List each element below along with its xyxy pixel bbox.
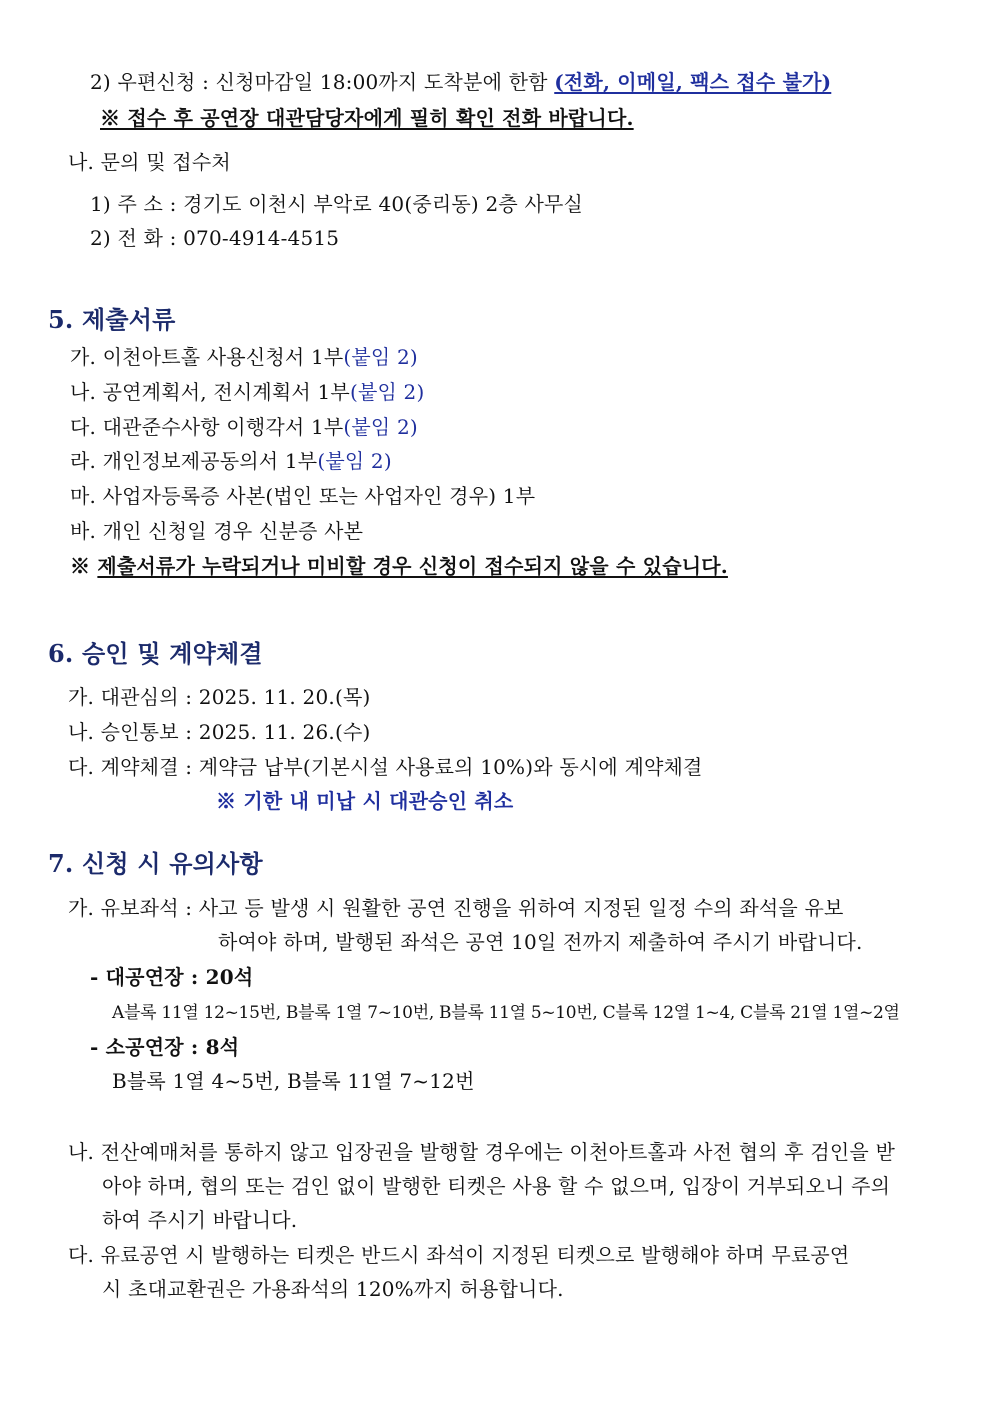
document-item [70,413,418,441]
contract-line: 다. 계약체결 : 계약금 납부(기본시설 사용료의 10%)와 동시에 계약체결 [68,755,703,779]
section7-title: 7. 신청 시 유의사항 [48,849,263,878]
document-item-text: 바. 개인 신청일 경우 신분증 사본 [70,519,364,543]
ticket-rule-line2: 아야 하며, 협의 또는 검인 없이 발행한 티켓은 사용 할 수 없으며, 입장이 거부되오니 주의 [102,1174,891,1198]
attachment-ref: (붙임 2) [343,345,418,369]
document-item [70,378,424,406]
approval-date-line: 나. 승인통보 : 2025. 11. 26.(수) [68,720,371,744]
paid-performance-line1: 다. 유료공연 시 발행하는 티켓은 반드시 좌석이 지정된 티켓으로 발행해야 하며 무료공연 [68,1243,850,1267]
postal-restriction-note: (전화, 이메일, 팩스 접수 불가) [554,70,832,94]
document-item-text: 가. 이천아트홀 사용신청서 1부 [70,345,344,369]
section6-title: 6. 승인 및 계약체결 [48,639,263,668]
reserved-seats-line2: 하여야 하며, 발행된 좌석은 공연 10일 전까지 제출하여 주시기 바랍니다. [218,930,863,954]
document-item-text: 나. 공연계획서, 전시계획서 1부 [70,380,350,404]
small-hall-label: - 소공연장 : 8석 [90,1035,240,1059]
inquiry-heading: 나. 문의 및 접수처 [68,150,231,174]
postal-application-line [90,68,831,96]
confirm-call-note: ※ 접수 후 공연장 대관담당자에게 필히 확인 전화 바랍니다. [100,106,634,130]
document-item-text: 마. 사업자등록증 사본(법인 또는 사업자인 경우) 1부 [70,484,536,508]
postal-application-text: 2) 우편신청 : 신청마감일 18:00까지 도착분에 한함 [90,70,555,94]
large-hall-label: - 대공연장 : 20석 [90,965,254,989]
small-hall-seats: B블록 1열 4~5번, B블록 11열 7~12번 [112,1069,475,1093]
ticket-rule-line1: 나. 전산예매처를 통하지 않고 입장권을 발행할 경우에는 이천아트홀과 사전 협의 후 검인을 받 [68,1140,896,1164]
attachment-ref: (붙임 2) [349,380,425,404]
document-item [70,517,363,545]
cancellation-note: ※ 기한 내 미납 시 대관승인 취소 [216,789,514,813]
reserved-seats-line1: 가. 유보좌석 : 사고 등 발생 시 원활한 공연 진행을 위하여 지정된 일정 수의 좌석을 유보 [68,896,844,920]
document-item-text: 라. 개인정보제공동의서 1부 [70,449,318,473]
ticket-rule-line3: 하여 주시기 바랍니다. [102,1208,298,1232]
review-date-line: 가. 대관심의 : 2025. 11. 20.(목) [68,685,371,709]
document-item [70,447,392,475]
phone-line: 2) 전 화 : 070-4914-4515 [90,226,340,250]
document-item-text: 다. 대관준수사항 이행각서 1부 [70,415,344,439]
section5-title: 5. 제출서류 [48,305,176,334]
missing-documents-warning [70,552,728,580]
reference-mark: ※ [70,554,98,578]
address-line: 1) 주 소 : 경기도 이천시 부악로 40(중리동) 2층 사무실 [90,192,584,216]
attachment-ref: (붙임 2) [343,415,418,439]
document-item [70,343,418,371]
paid-performance-line2: 시 초대교환권은 가용좌석의 120%까지 허용합니다. [102,1277,564,1301]
warning-text: 제출서류가 누락되거나 미비할 경우 신청이 접수되지 않을 수 있습니다. [97,554,728,578]
large-hall-seats: A블록 11열 12~15번, B블록 1열 7~10번, B블록 11열 5~10번, C블록 12열 1~4, C블록 21열 1열~2열 [112,1003,900,1023]
attachment-ref: (붙임 2) [317,449,392,473]
document-item [70,482,535,510]
